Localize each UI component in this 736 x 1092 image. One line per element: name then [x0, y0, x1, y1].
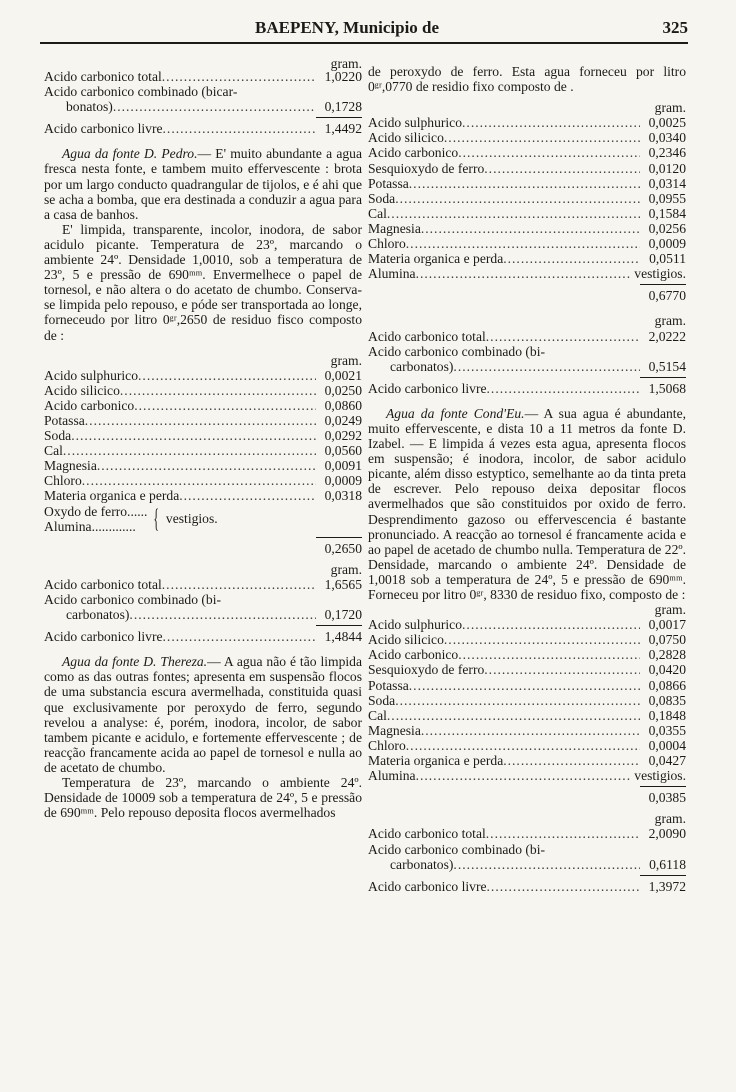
residue-total: 0,2650 [324, 540, 362, 556]
row-label: Magnesia [368, 722, 421, 738]
section-title-thereza: Agua da fonte D. Thereza. [62, 654, 208, 670]
leader-dots [63, 443, 316, 458]
row-value: 2,0222 [648, 328, 686, 344]
row-value: 0,1728 [324, 99, 362, 115]
table-row [44, 629, 362, 644]
rule-separator [316, 625, 362, 626]
leader-dots [421, 723, 640, 738]
co2-table-top [44, 69, 362, 114]
row-label: Alumina [368, 266, 416, 282]
table-row [368, 708, 686, 723]
row-label: Chloro [368, 236, 406, 252]
row-value: 0,1720 [324, 607, 362, 623]
row-value: 0,0355 [648, 722, 686, 738]
row-label: Materia organica e perda [368, 251, 504, 267]
unit-label: gram. [330, 561, 362, 577]
row-value: 0,0314 [648, 175, 686, 191]
row-value: 0,0004 [648, 737, 686, 753]
unit-label: gram. [654, 100, 686, 116]
leader-dots [462, 115, 640, 130]
unit-label: gram. [330, 352, 362, 368]
co2-table-pedro [44, 577, 362, 622]
row-value: 1,4844 [324, 629, 362, 645]
table-row [368, 266, 686, 281]
table-row [368, 826, 686, 841]
table-row [44, 413, 362, 428]
leader-dots [453, 857, 640, 872]
table-row [44, 121, 362, 136]
rule-separator [640, 284, 686, 285]
leader-dots [162, 69, 316, 84]
leader-dots [406, 236, 640, 251]
table-row [44, 383, 362, 398]
row-label: Potassa [368, 677, 409, 693]
row-label: Acido carbonico total [44, 576, 162, 592]
free-co2-row [44, 629, 362, 644]
composition-table-condeu [368, 617, 686, 783]
row-value: 0,0835 [648, 692, 686, 708]
table-row [44, 84, 362, 99]
row-value: vestigios. [634, 768, 686, 784]
composition-table-pedro [44, 368, 362, 504]
row-label: Potassa [368, 175, 409, 191]
row-value: vestigios. [634, 266, 686, 282]
alumina-label: Alumina............. [44, 518, 136, 534]
table-row [368, 632, 686, 647]
table-row [44, 577, 362, 592]
leader-dots [416, 266, 633, 281]
table-row [44, 458, 362, 473]
row-value: 0,0250 [324, 382, 362, 398]
leader-dots [409, 678, 640, 693]
row-label: Acido silicico [368, 130, 444, 146]
unit-label: gram. [654, 602, 686, 618]
row-value: 0,0420 [648, 662, 686, 678]
table-row [368, 221, 686, 236]
oxydo-ferro-label: Oxydo de ferro...... [44, 503, 148, 519]
row-label: Acido carbonico total [368, 328, 486, 344]
free-co2-row [368, 381, 686, 396]
row-label: Acido sulphurico [368, 617, 463, 633]
table-row [44, 428, 362, 443]
row-value: 0,5154 [648, 358, 686, 374]
leader-dots [462, 617, 640, 632]
row-label: Magnesia [44, 458, 97, 474]
row-label: Acido carbonico total [368, 826, 486, 842]
row-value: 0,0256 [648, 220, 686, 236]
row-label: Sesquioxydo de ferro [368, 662, 485, 678]
row-value: 1,6565 [324, 576, 362, 592]
leader-dots [387, 708, 640, 723]
row-label: Acido silicico [44, 382, 120, 398]
row-label: Acido carbonico [368, 145, 459, 161]
row-label: Cal [368, 707, 387, 723]
leader-dots [138, 368, 316, 383]
leader-dots [486, 329, 640, 344]
unit-label: gram. [654, 313, 686, 329]
table-row [44, 473, 362, 488]
leader-dots [113, 99, 316, 114]
row-label: Acido carbonico combinado (bi- [368, 841, 546, 857]
paragraph-thereza-cont: de peroxydo de ferro. Esta agua forneceu por litro 0ᵍʳ,0770 de residio fixo composto de . [368, 64, 686, 95]
section-title-condeu: Agua da fonte Cond'Eu. [386, 405, 525, 421]
row-value: 1,5068 [648, 380, 686, 396]
table-row [368, 381, 686, 396]
row-value: 0,0427 [648, 753, 686, 769]
row-label: Soda [368, 692, 396, 708]
row-label: Acido carbonico livre [368, 380, 487, 396]
rule-separator [640, 786, 686, 787]
composition-table-thereza [368, 115, 686, 281]
paragraph-thereza-2: Temperatura de 23º, marcando o ambiente 24º. Densidade de 10009 sob a temperatura de 24º, 5 e pressão de 690ᵐᵐ. Pelo repouso deposita flocos avermelhados [44, 775, 362, 821]
row-label: Acido carbonico combinado (bicar- [44, 84, 238, 100]
row-label: Acido carbonico livre [368, 878, 487, 894]
leader-dots [458, 647, 640, 662]
row-value: 0,0955 [648, 190, 686, 206]
row-label: Soda [44, 428, 72, 444]
row-label: Potassa [44, 412, 85, 428]
row-label: carbonatos) [390, 856, 454, 872]
row-label: Acido carbonico combinado (bi- [44, 592, 222, 607]
page-number: 325 [662, 18, 688, 37]
table-row [368, 251, 686, 266]
row-label: carbonatos) [66, 607, 130, 623]
row-value: 0,0318 [324, 488, 362, 504]
table-row [44, 443, 362, 458]
free-co2-row [44, 121, 362, 136]
row-value: 0,0120 [648, 160, 686, 176]
row-value: 0,0091 [324, 458, 362, 474]
row-label: Cal [44, 443, 63, 459]
row-value: 0,1584 [648, 205, 686, 221]
leader-dots [129, 607, 316, 622]
leader-dots [487, 879, 640, 894]
row-value: 0,0866 [648, 677, 686, 693]
table-row [368, 344, 686, 359]
row-value: 0,0340 [648, 130, 686, 146]
unit-label: gram. [330, 56, 362, 71]
leader-dots [444, 130, 640, 145]
leader-dots [395, 191, 640, 206]
leader-dots [82, 473, 316, 488]
paragraph-pedro-2: E' limpida, transparente, incolor, inodora, de sabor acidulo picante. Temperatura de 23º, marcando o ambiente 24º. Densidade 1,0010, sob a temperatura de 23º, 5 e pressão de 690ᵐᵐ. Envermelhece o papel de tornesol, e não altera o do acetato de chumbo. Conserva-se limpida pelo repouso, e póde ser transportada ao longe, forneceudo por litro 0ᵍʳ,2650 de residuo fisco composto de : [44, 221, 362, 343]
table-row [368, 857, 686, 872]
leader-dots [85, 413, 316, 428]
leader-dots [421, 221, 640, 236]
leader-dots [453, 359, 640, 374]
row-label: Chloro [368, 737, 406, 753]
leader-dots [163, 121, 316, 136]
row-label: Magnesia [368, 220, 421, 236]
leader-dots [484, 662, 640, 677]
table-row [368, 879, 686, 894]
row-label: Materia organica e perda [44, 488, 180, 504]
row-value: 0,0750 [648, 632, 686, 648]
table-row [368, 738, 686, 753]
row-value: 0,0560 [324, 443, 362, 459]
table-row [368, 842, 686, 857]
row-label: bonatos) [66, 99, 113, 115]
row-value: 0,0021 [324, 367, 362, 383]
row-label: Cal [368, 205, 387, 221]
row-value: 0,0860 [324, 397, 362, 413]
row-value: 0,0017 [648, 617, 686, 633]
leader-dots [484, 161, 640, 176]
row-value: 1,0220 [324, 69, 362, 84]
row-label: Acido carbonico total [44, 69, 162, 84]
row-label: Acido sulphurico [44, 367, 139, 383]
table-row [368, 647, 686, 662]
leader-dots [97, 458, 316, 473]
table-row [368, 617, 686, 632]
table-row [368, 191, 686, 206]
row-value: 0,0009 [324, 473, 362, 489]
rule-separator [640, 875, 686, 876]
row-label: Sesquioxydo de ferro [368, 160, 485, 176]
paragraph-pedro-1: Agua da fonte D. Pedro.— E' muito abundante a agua fresca nesta fonte, e tambem muito effervescente : brota por um largo conducto quadrangular de tijolos, e é ahi que se acha a bomba, que era destinada a conduzir a agua para a casa de banhos. [44, 146, 362, 222]
row-label: Acido carbonico livre [44, 629, 163, 645]
table-row [368, 723, 686, 738]
section-title-pedro: Agua da fonte D. Pedro. [62, 146, 198, 162]
table-row [44, 607, 362, 622]
leader-dots [163, 629, 316, 644]
leader-dots [179, 488, 316, 503]
leader-dots [134, 398, 316, 413]
page-header [40, 18, 688, 40]
leader-dots [487, 381, 640, 396]
rule-separator [316, 537, 362, 538]
table-row [368, 236, 686, 251]
row-value: 0,0009 [648, 236, 686, 252]
row-label: Chloro [44, 473, 82, 489]
leader-dots [409, 176, 640, 191]
table-row [44, 592, 362, 607]
right-column [368, 64, 686, 894]
row-label: Acido carbonico [44, 397, 135, 413]
leader-dots [162, 577, 316, 592]
row-label: Acido carbonico livre [44, 121, 163, 137]
row-label: Acido carbonico [368, 647, 459, 663]
leader-dots [120, 383, 316, 398]
row-label: Acido sulphurico [368, 115, 463, 131]
row-label: Alumina [368, 768, 416, 784]
table-row [44, 398, 362, 413]
residue-total: 0,6770 [648, 288, 686, 304]
paragraph-condeu: Agua da fonte Cond'Eu.— A sua agua é abundante, muito effervescente, e dista 10 a 11 metros da fonte D. Izabel. — E limpida á vezes esta agua, apresenta flocos em suspensão; é inodora, incolor, de sabor acidulo picante, além disso estyptico, semelhante ao da tinta preta de escrever. Pelo repouso deixa depositar flocos avermelhados que são constituidos por oxido de ferro. Desprendimento gazoso ou effervescencia é bastante pronunciado. A reacção ao tornesol é francamente acida e ao papel de acetado de chumbo nulla. Temperatura de 22º. Densidade, marcando o ambiente 24º. Densidade de 1,0018 sob a temperatura de 24º, 5 e pressão de 690ᵐᵐ. Forneceu por litro 0ᵍʳ, 8330 de residuo fixo, composto de : [368, 405, 686, 602]
unit-label: gram. [654, 811, 686, 827]
rule-separator [316, 117, 362, 118]
leader-dots [486, 826, 640, 841]
row-value: 0,0292 [324, 428, 362, 444]
co2-table-condeu [368, 826, 686, 871]
row-value: 0,6118 [649, 856, 686, 872]
row-label: Acido silicico [368, 632, 444, 648]
table-row [368, 359, 686, 374]
leader-dots [71, 428, 316, 443]
row-value: 1,4492 [324, 121, 362, 137]
table-row [368, 206, 686, 221]
row-label: Soda [368, 190, 396, 206]
table-row [44, 99, 362, 114]
table-row [368, 161, 686, 176]
row-value: 0,1848 [648, 707, 686, 723]
table-row [44, 69, 362, 84]
free-co2-row [368, 879, 686, 894]
row-value: 0,0025 [648, 115, 686, 131]
header-rule [40, 42, 688, 44]
row-value: 0,2346 [648, 145, 686, 161]
table-row [368, 329, 686, 344]
co2-table-thereza [368, 329, 686, 374]
paragraph-thereza-1: Agua da fonte D. Thereza.— A agua não é tão limpida como as das outras fontes; apresenta em suspensão flocos de uma substancia escura avermelhada, constituida quasi que exclusivamente por peroxydo de ferro, segundo revelou a analyse: é, porém, inodora, incolor, de sabor tambem picante e acidulo, e fortemente effervescente ; de reacção francamente acida ao papel de tornesol e nulla ao de acetato de chumbo. [44, 654, 362, 775]
leader-dots [458, 145, 640, 160]
rule-separator [640, 377, 686, 378]
row-label: carbonatos) [390, 358, 454, 374]
table-row [368, 768, 686, 783]
table-row [44, 488, 362, 503]
table-row [44, 368, 362, 383]
table-row [368, 176, 686, 191]
row-value: 0,0249 [324, 412, 362, 428]
table-row [368, 115, 686, 130]
table-row [368, 145, 686, 160]
leader-dots [387, 206, 640, 221]
row-label: Materia organica e perda [368, 753, 504, 769]
leader-dots [406, 738, 640, 753]
leader-dots [503, 753, 640, 768]
row-value: 1,3972 [648, 878, 686, 894]
table-row [368, 753, 686, 768]
row-label: Acido carbonico combinado (bi- [368, 343, 546, 359]
leader-dots [395, 693, 640, 708]
leader-dots [416, 768, 633, 783]
residue-total: 0,0385 [648, 790, 686, 806]
row-value: 0,0511 [649, 251, 686, 267]
leader-dots [444, 632, 640, 647]
left-column [44, 56, 362, 821]
table-row [368, 662, 686, 677]
row-value: 0,2828 [648, 647, 686, 663]
vestigios-bracket: Oxydo de ferro...... Alumina............. { vestigios. [44, 503, 218, 534]
running-title: BAEPENY, Municipio de [255, 18, 440, 37]
row-value: 2,0090 [648, 826, 686, 842]
table-row [368, 130, 686, 145]
vestigios-label: vestigios. [165, 511, 218, 527]
table-row [368, 678, 686, 693]
leader-dots [503, 251, 640, 266]
table-row [368, 693, 686, 708]
